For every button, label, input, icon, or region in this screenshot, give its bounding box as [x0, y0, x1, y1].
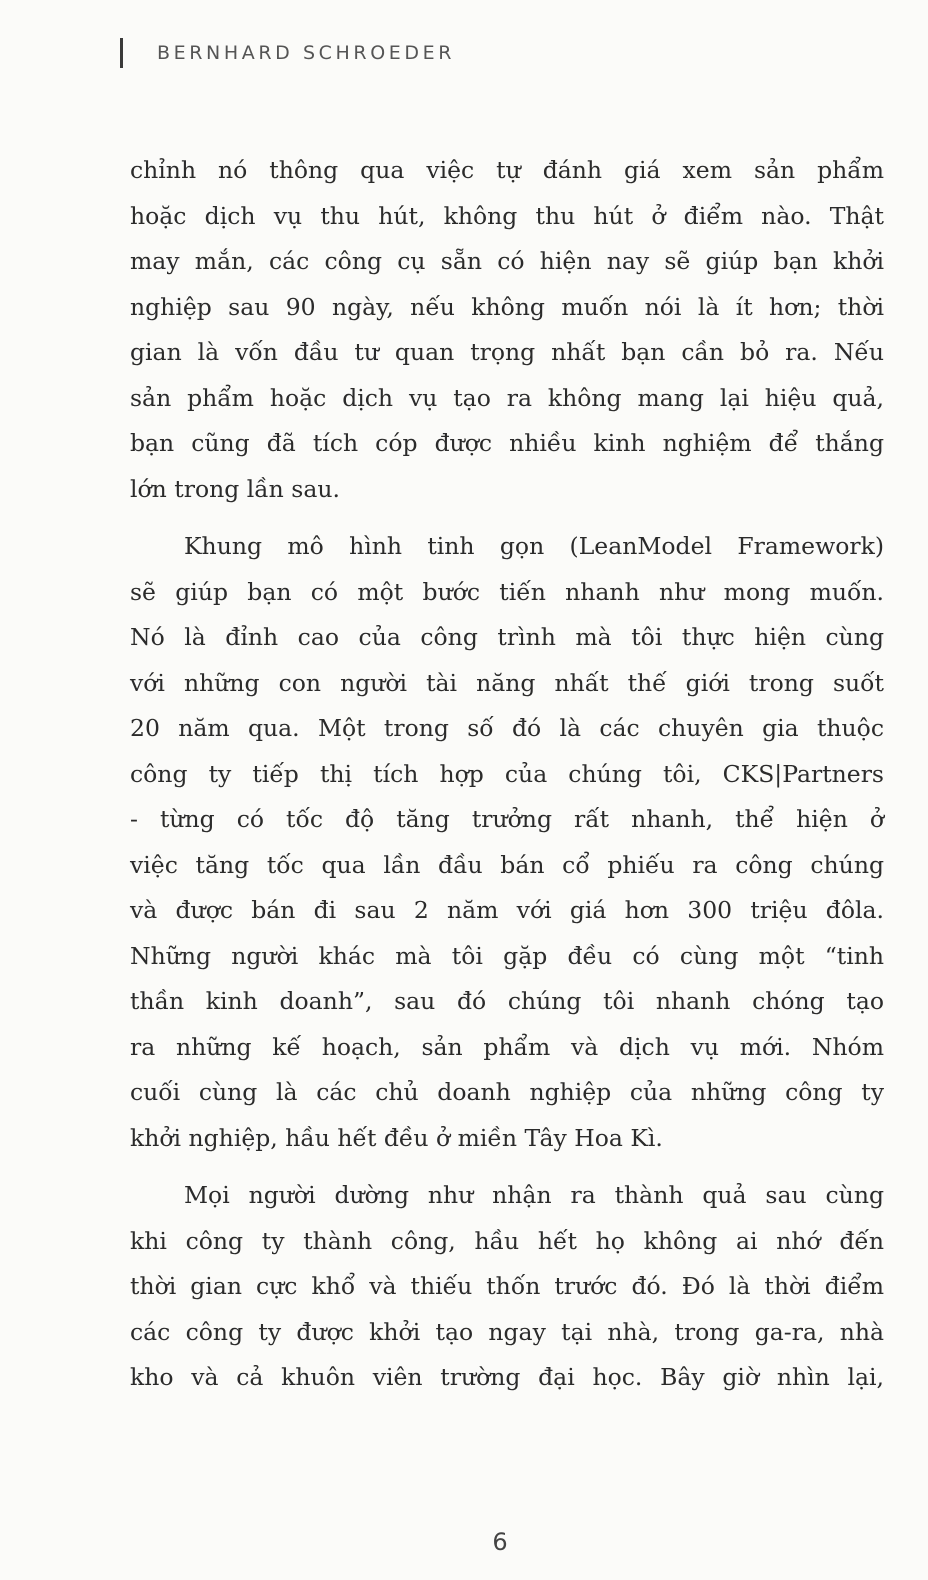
- paragraph: [130, 148, 884, 512]
- text-line: - từng có tốc độ tăng trưởng rất nhanh, thể hiện ở: [130, 805, 884, 833]
- text-line: chỉnh nó thông qua việc tự đánh giá xem sản phẩm: [130, 156, 884, 184]
- text-line: gian là vốn đầu tư quan trọng nhất bạn cần bỏ ra. Nếu: [130, 338, 884, 366]
- text-line: kho và cả khuôn viên trường đại học. Bây giờ nhìn lại,: [130, 1363, 884, 1391]
- text-line: thời gian cực khổ và thiếu thốn trước đó. Đó là thời điểm: [130, 1272, 884, 1300]
- text-line: việc tăng tốc qua lần đầu bán cổ phiếu ra công chúng: [130, 850, 884, 879]
- header-rule: [120, 38, 123, 68]
- text-line: và được bán đi sau 2 năm với giá hơn 300 triệu đôla.: [130, 896, 884, 924]
- text-line: sẽ giúp bạn có một bước tiến nhanh như mong muốn.: [130, 577, 884, 606]
- text-line: may mắn, các công cụ sẵn có hiện nay sẽ giúp bạn khởi: [130, 247, 884, 275]
- running-header: [120, 36, 455, 70]
- body-text: [130, 148, 884, 1401]
- paragraph: [130, 524, 884, 1161]
- text-line: ra những kế hoạch, sản phẩm và dịch vụ mới. Nhóm: [130, 1032, 884, 1061]
- text-line: công ty tiếp thị tích hợp của chúng tôi, CKS|Partners: [130, 759, 884, 788]
- header-author: BERNHARD SCHROEDER: [157, 42, 456, 64]
- text-line: Khung mô hình tinh gọn (LeanModel Framework): [184, 532, 884, 560]
- text-line: Nó là đỉnh cao của công trình mà tôi thực hiện cùng: [130, 623, 884, 651]
- text-line: khi công ty thành công, hầu hết họ không ai nhớ đến: [130, 1226, 884, 1255]
- text-line: thần kinh doanh”, sau đó chúng tôi nhanh chóng tạo: [130, 987, 884, 1015]
- text-line: Mọi người dường như nhận ra thành quả sau cùng: [184, 1181, 884, 1209]
- text-line: hoặc dịch vụ thu hút, không thu hút ở điểm nào. Thật: [130, 201, 884, 230]
- text-line: khởi nghiệp, hầu hết đều ở miền Tây Hoa Kì.: [130, 1123, 663, 1152]
- text-line: Những người khác mà tôi gặp đều có cùng một “tinh: [130, 941, 884, 970]
- paragraph: [130, 1173, 884, 1401]
- text-line: các công ty được khởi tạo ngay tại nhà, trong ga-ra, nhà: [130, 1317, 884, 1346]
- text-line: bạn cũng đã tích cóp được nhiều kinh nghiệm để thắng: [130, 429, 884, 457]
- text-line: với những con người tài năng nhất thế giới trong suốt: [130, 668, 884, 697]
- page-number: 6: [492, 1528, 508, 1556]
- text-line: 20 năm qua. Một trong số đó là các chuyên gia thuộc: [130, 714, 884, 742]
- text-line: nghiệp sau 90 ngày, nếu không muốn nói là ít hơn; thời: [130, 292, 884, 321]
- text-line: lớn trong lần sau.: [130, 474, 340, 503]
- text-line: cuối cùng là các chủ doanh nghiệp của những công ty: [130, 1078, 884, 1106]
- text-line: sản phẩm hoặc dịch vụ tạo ra không mang lại hiệu quả,: [130, 383, 884, 412]
